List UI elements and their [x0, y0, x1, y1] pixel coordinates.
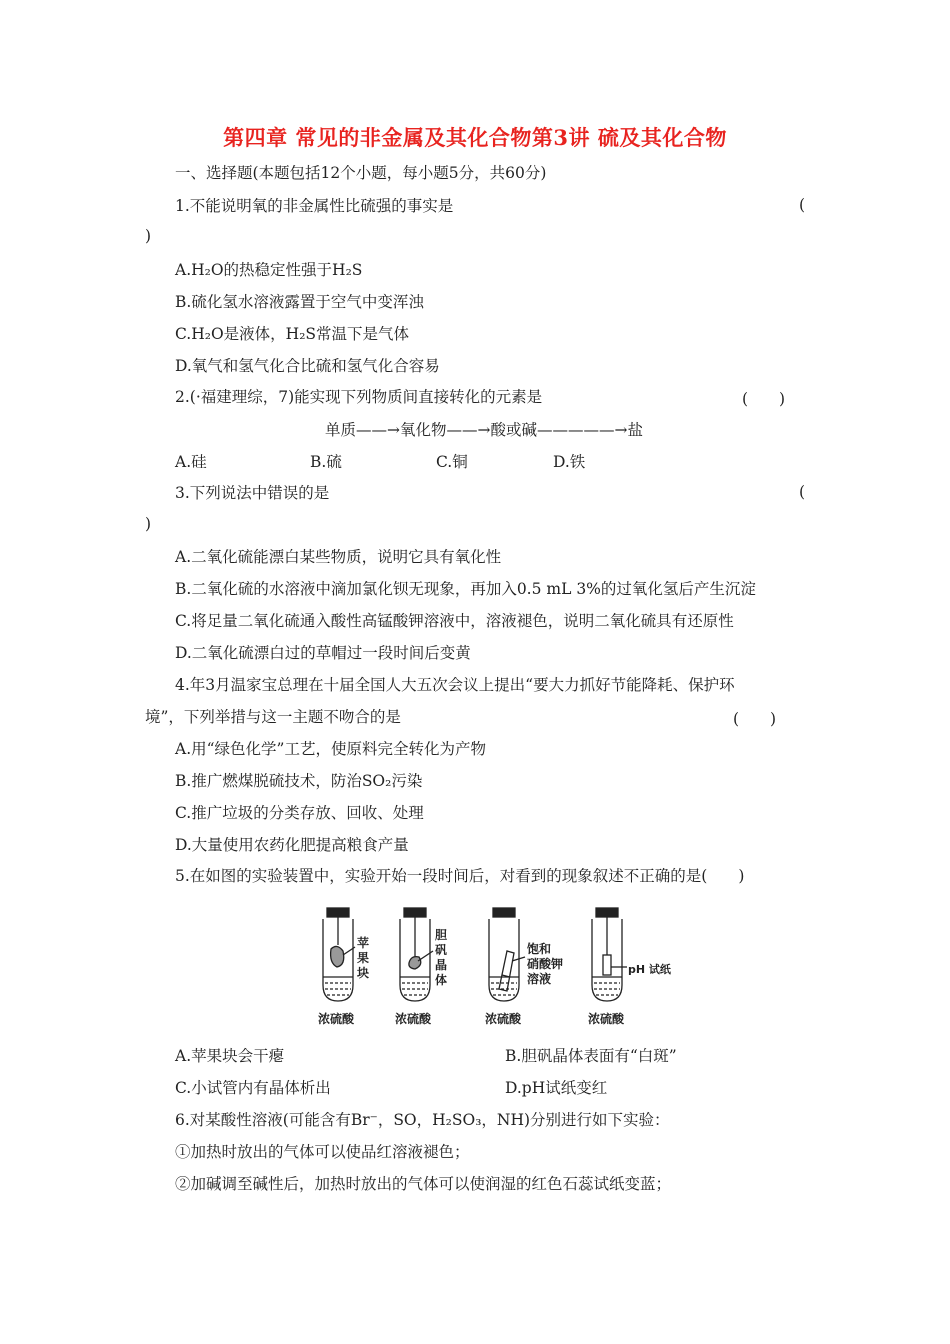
q4-stem-line1: 4.年3月温家宝总理在十届全国人大五次会议上提出“要大力抓好节能降耗、保护环 [175, 676, 735, 694]
apple-piece-icon [331, 946, 344, 967]
q4-paren: ( ) [733, 710, 777, 728]
q2-chain: 单质——→氧化物——→酸或碱—————→盐 [325, 421, 643, 439]
tube2-bottom-label: 浓硫酸 [395, 1012, 432, 1026]
tube1-label-2: 果 [357, 951, 370, 965]
section-heading: 一、选择题(本题包括12个小题，每小题5分，共60分) [175, 164, 547, 182]
q6-statement-1: ①加热时放出的气体可以使品红溶液褪色； [175, 1143, 470, 1161]
q4-option-d: D.大量使用农药化肥提高粮食产量 [175, 836, 409, 854]
q1-paren-close: ) [145, 227, 152, 245]
q3-option-a: A.二氧化硫能漂白某些物质，说明它具有氧化性 [175, 548, 502, 566]
q2-stem: 2.(·福建理综，7)能实现下列物质间直接转化的元素是 [175, 388, 543, 406]
q4-option-b: B.推广燃煤脱硫技术，防治SO₂污染 [175, 772, 423, 790]
page-title: 第四章 常见的非金属及其化合物第3讲 硫及其化合物 [223, 125, 727, 150]
tube3-label-2: 硝酸钾 [527, 957, 564, 971]
q3-option-b: B.二氧化硫的水溶液中滴加氯化钡无现象，再加入0.5 mL 3%的过氧化氢后产生沉淀 [175, 580, 756, 598]
tube4-label: pH 试纸 [628, 963, 671, 976]
q5-option-b: B.胆矾晶体表面有“白斑” [505, 1047, 677, 1065]
q4-option-a: A.用“绿色化学”工艺，使原料完全转化为产物 [175, 740, 486, 758]
tube3-bottom-label: 浓硫酸 [485, 1012, 522, 1026]
tube1-label-3: 块 [357, 966, 370, 980]
crystal-icon [409, 957, 421, 969]
stopper-icon [327, 908, 349, 917]
q1-option-b: B.硫化氢水溶液露置于空气中变浑浊 [175, 293, 424, 311]
q6-stem: 6.对某酸性溶液(可能含有Br⁻，SO，H₂SO₃，NH)分别进行如下实验： [175, 1111, 670, 1129]
q3-option-c: C.将足量二氧化硫通入酸性高锰酸钾溶液中，溶液褪色，说明二氧化硫具有还原性 [175, 612, 734, 630]
tube4-bottom-label: 浓硫酸 [588, 1012, 625, 1026]
ph-paper-icon [603, 955, 611, 975]
small-tube-icon [499, 951, 514, 991]
tube2-label-1: 胆 [435, 928, 448, 942]
q1-option-a: A.H₂O的热稳定性强于H₂S [175, 261, 363, 279]
q3-option-d: D.二氧化硫漂白过的草帽过一段时间后变黄 [175, 644, 471, 662]
q3-stem: 3.下列说法中错误的是 [175, 484, 330, 502]
q2-option-a: A.硅 [175, 453, 207, 471]
q2-option-c: C.铜 [436, 453, 468, 471]
q3-paren-open: ( [799, 483, 806, 501]
tube1-label-1: 苹 [357, 936, 370, 950]
q5-option-d: D.pH试纸变红 [505, 1079, 608, 1097]
test-tubes-diagram [315, 905, 671, 1030]
q6-statement-2: ②加碱调至碱性后，加热时放出的气体可以使润湿的红色石蕊试纸变蓝； [175, 1175, 672, 1193]
tube3-label-3: 溶液 [527, 972, 552, 986]
q2-option-d: D.铁 [553, 453, 586, 471]
tube2-label-4: 体 [435, 973, 448, 987]
tube2-label-2: 矾 [435, 943, 448, 957]
q3-paren-close: ) [145, 515, 152, 533]
q1-option-d: D.氧气和氢气化合比硫和氢气化合容易 [175, 357, 440, 375]
q5-option-a: A.苹果块会干瘪 [175, 1047, 285, 1065]
q5-option-c: C.小试管内有晶体析出 [175, 1079, 331, 1097]
q1-stem: 1.不能说明氧的非金属性比硫强的事实是 [175, 197, 454, 215]
q1-option-c: C.H₂O是液体，H₂S常温下是气体 [175, 325, 410, 343]
q4-option-c: C.推广垃圾的分类存放、回收、处理 [175, 804, 424, 822]
q2-paren: ( ) [742, 390, 786, 408]
q2-option-b: B.硫 [310, 453, 342, 471]
tube2-label-3: 晶 [435, 958, 448, 972]
q1-paren-open: ( [799, 196, 806, 214]
q4-stem-line2: 境”，下列举措与这一主题不吻合的是 [145, 708, 401, 726]
experiment-figure [315, 905, 671, 1030]
q5-stem: 5.在如图的实验装置中，实验开始一段时间后，对看到的现象叙述不正确的是( ) [175, 867, 745, 885]
tube1-bottom-label: 浓硫酸 [318, 1012, 355, 1026]
tube3-label-1: 饱和 [527, 942, 552, 956]
